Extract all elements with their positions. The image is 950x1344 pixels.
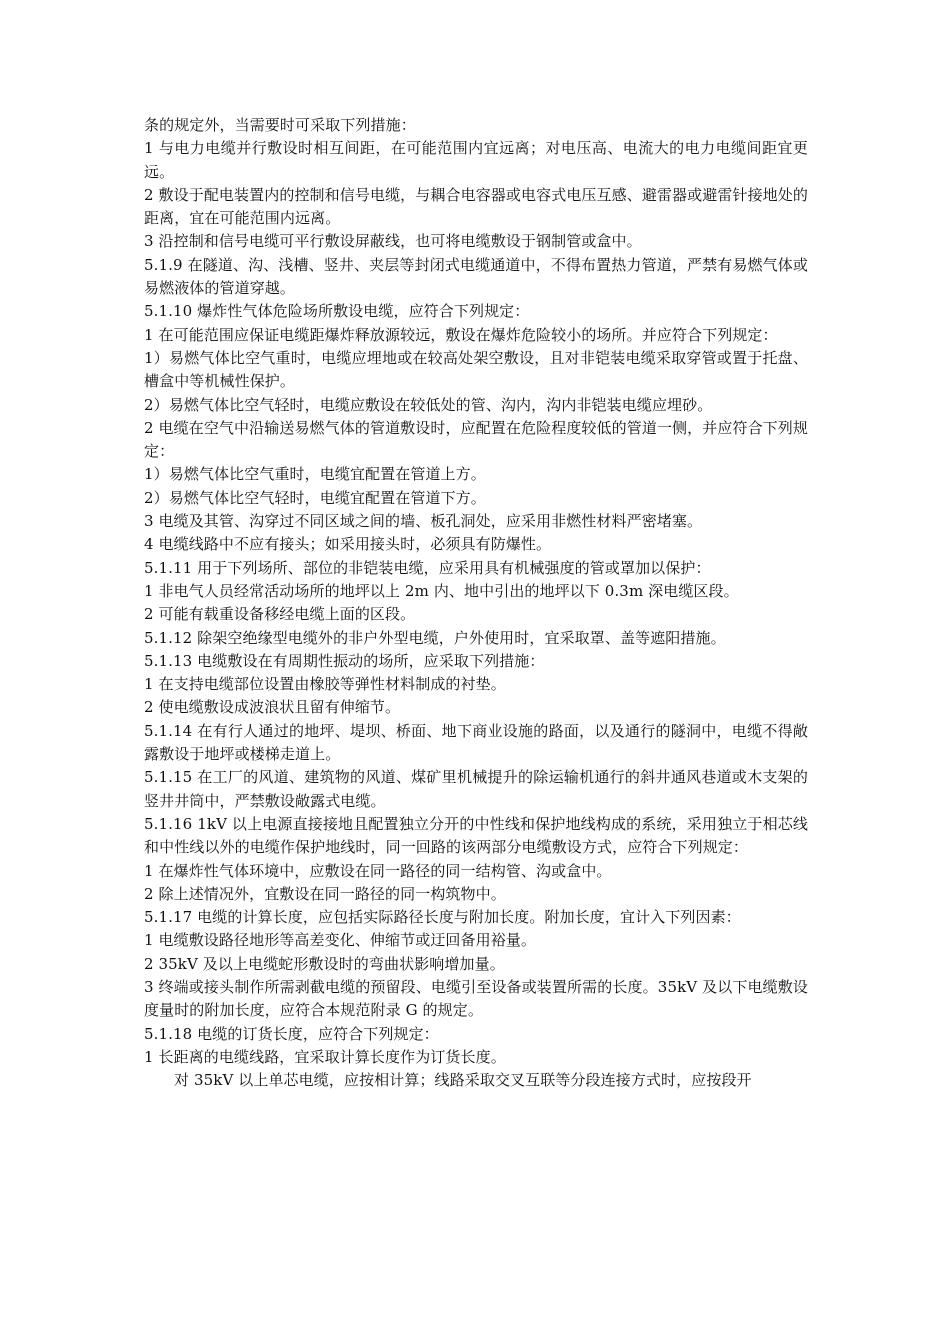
paragraph: 5.1.18 电缆的订货长度，应符合下列规定： bbox=[144, 1024, 439, 1043]
paragraph: 1 非电气人员经常活动场所的地坪以上 2m 内、地中引出的地坪以下 0.3m 深电缆区段。 bbox=[144, 581, 739, 600]
paragraph: 2 可能有载重设备移经电缆上面的区段。 bbox=[144, 605, 416, 624]
paragraph: 2 除上述情况外，宜敷设在同一路径的同一构筑物中。 bbox=[144, 884, 506, 903]
paragraph: 3 电缆及其管、沟穿过不同区域之间的墙、板孔洞处，应采用非燃性材料严密堵塞。 bbox=[144, 512, 703, 531]
document-body bbox=[144, 114, 808, 1092]
paragraph: 5.1.10 爆炸性气体危险场所敷设电缆，应符合下列规定： bbox=[144, 302, 530, 321]
paragraph: 3 终端或接头制作所需剥截电缆的预留段、电缆引至设备或装置所需的长度。35kV 及以下电缆敷设度量时的附加长度，应符合本规范附录 G 的规定。 bbox=[144, 977, 808, 1020]
paragraph: 1）易燃气体比空气重时，电缆应埋地或在较高处架空敷设，且对非铠装电缆采取穿管或置于托盘、槽盒中等机械性保护。 bbox=[144, 348, 808, 391]
paragraph: 5.1.11 用于下列场所、部位的非铠装电缆，应采用具有机械强度的管或罩加以保护： bbox=[144, 558, 711, 577]
paragraph: 2 35kV 及以上电缆蛇形敷设时的弯曲状影响增加量。 bbox=[144, 954, 505, 973]
paragraph: 1）易燃气体比空气重时，电缆宜配置在管道上方。 bbox=[144, 465, 486, 484]
paragraph: 2）易燃气体比空气轻时，电缆应敷设在较低处的管、沟内，沟内非铠装电缆应埋砂。 bbox=[144, 395, 713, 414]
paragraph: 1 在爆炸性气体环境中，应敷设在同一路径的同一结构管、沟或盒中。 bbox=[144, 861, 612, 880]
paragraph: 3 沿控制和信号电缆可平行敷设屏蔽线，也可将电缆敷设于钢制管或盒中。 bbox=[144, 232, 642, 251]
paragraph: 对 35kV 以上单芯电缆，应按相计算；线路采取交叉互联等分段连接方式时，应按段开 bbox=[174, 1071, 752, 1090]
paragraph: 1 在支持电缆部位设置由橡胶等弹性材料制成的衬垫。 bbox=[144, 675, 506, 694]
paragraph: 5.1.13 电缆敷设在有周期性振动的场所，应采取下列措施： bbox=[144, 651, 545, 670]
paragraph: 1 与电力电缆并行敷设时相互间距，在可能范围内宜远离；对电压高、电流大的电力电缆间距宜更远。 bbox=[144, 139, 808, 181]
paragraph: 1 电缆敷设路径地形等高差变化、伸缩节或迂回备用裕量。 bbox=[144, 931, 537, 950]
paragraph: 1 在可能范围应保证电缆距爆炸释放源较远，敷设在爆炸危险较小的场所。并应符合下列规定： bbox=[144, 325, 778, 344]
paragraph: 5.1.14 在有行人通过的地坪、堤坝、桥面、地下商业设施的路面，以及通行的隧洞中，电缆不得敞露敷设于地坪或楼梯走道上。 bbox=[144, 721, 808, 764]
paragraph: 2 电缆在空气中沿输送易燃气体的管道敷设时，应配置在危险程度较低的管道一侧，并应符合下列规定： bbox=[144, 418, 808, 461]
paragraph: 2 敷设于配电装置内的控制和信号电缆，与耦合电容器或电容式电压互感、避雷器或避雷针接地处的距离，宜在可能范围内远离。 bbox=[144, 185, 808, 228]
paragraph: 5.1.9 在隧道、沟、浅槽、竖井、夹层等封闭式电缆通道中，不得布置热力管道，严禁有易燃气体或易燃液体的管道穿越。 bbox=[144, 255, 808, 298]
paragraph: 1 长距离的电缆线路，宜采取计算长度作为订货长度。 bbox=[144, 1047, 506, 1066]
paragraph: 2 使电缆敷设成波浪状且留有伸缩节。 bbox=[144, 698, 401, 717]
paragraph: 5.1.16 1kV 以上电源直接接地且配置独立分开的中性线和保护地线构成的系统，采用独立于相芯线和中性线以外的电缆作保护地线时，同一回路的该两部分电缆敷设方式，应符合下列规定： bbox=[144, 814, 808, 857]
paragraph: 2）易燃气体比空气轻时，电缆宜配置在管道下方。 bbox=[144, 488, 486, 507]
paragraph: 条的规定外，当需要时可采取下列措施： bbox=[144, 116, 416, 134]
paragraph: 4 电缆线路中不应有接头；如采用接头时，必须具有防爆性。 bbox=[144, 535, 552, 554]
paragraph: 5.1.17 电缆的计算长度，应包括实际路径长度与附加长度。附加长度，宜计入下列因素： bbox=[144, 908, 741, 927]
paragraph: 5.1.15 在工厂的风道、建筑物的风道、煤矿里机械提升的除运输机通行的斜井通风巷道或木支架的竖井井筒中，严禁敷设敞露式电缆。 bbox=[144, 768, 808, 810]
paragraph: 5.1.12 除架空绝缘型电缆外的非户外型电缆，户外使用时，宜采取罩、盖等遮阳措施。 bbox=[144, 628, 726, 647]
